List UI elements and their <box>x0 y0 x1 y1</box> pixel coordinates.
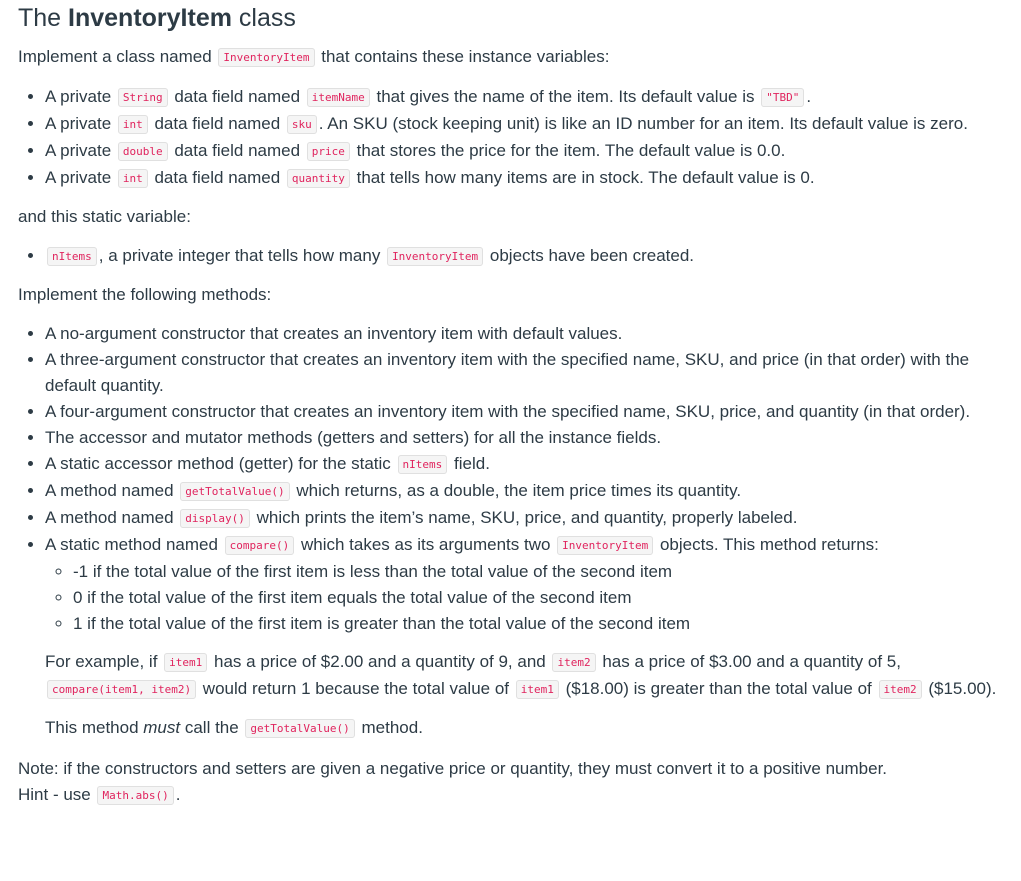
intro-paragraph: Implement a class named InventoryItem that contains these instance variables: <box>18 47 610 66</box>
code-snippet: sku <box>287 115 317 134</box>
class-name: InventoryItem <box>68 4 232 32</box>
instance-fields-list <box>18 84 1003 192</box>
note-paragraph: Note: if the constructors and setters are given a negative price or quantity, they must convert it to a positive number. Hint - use Math.abs() . <box>18 759 888 804</box>
list-item: • A static method named compare() which takes as its arguments two InventoryItem objects. This method returns: ◦ -1 if the total value of the first item is less than the total value of the second item ◦ 0 if the total value of the first item equals the total value of the second item ◦ 1 if the total value of the first item is greater than the total value of the second item <box>45 532 1003 637</box>
code-snippet: quantity <box>287 169 350 188</box>
list-item: • nItems , a private integer that tells how many InventoryItem objects have been created. <box>45 243 1003 270</box>
list-item: • A private String data field named itemName that gives the name of the item. Its default value is "TBD" . <box>45 84 1003 111</box>
code-snippet: double <box>118 142 168 161</box>
list-item: • A private double data field named price that stores the price for the item. The default value is 0.0. <box>45 138 1003 165</box>
code-snippet: nItems <box>47 247 97 266</box>
methods-list <box>18 321 1003 637</box>
code-snippet: display() <box>180 509 250 528</box>
example-paragraph: For example, if item1 has a price of $2.00 and a quantity of 9, and item2 has a price of $3.00 and a quantity of 5, compare(item1, item2) would return 1 because the total value of item1 ($18.00) is greater than the total value of item2 ($15.00). <box>45 652 997 698</box>
assignment-page <box>0 2 1021 809</box>
code-snippet: item1 <box>164 653 207 672</box>
code-snippet: "TBD" <box>761 88 804 107</box>
code-snippet: String <box>118 88 168 107</box>
code-snippet: compare() <box>225 536 295 555</box>
list-item: • A private int data field named quantity that tells how many items are in stock. The default value is 0. <box>45 165 1003 192</box>
code-snippet: Math.abs() <box>97 786 173 805</box>
code-snippet: InventoryItem <box>387 247 483 266</box>
list-item: ◦ 1 if the total value of the first item is greater than the total value of the second item <box>73 611 1003 637</box>
list-item: • A method named getTotalValue() which returns, as a double, the item price times its quantity. <box>45 478 1003 505</box>
code-snippet: item1 <box>516 680 559 699</box>
static-intro: and this static variable: <box>18 207 191 226</box>
list-item: • A method named display() which prints the item’s name, SKU, price, and quantity, properly labeled. <box>45 505 1003 532</box>
static-variable-list <box>18 243 1003 270</box>
list-item: ◦ -1 if the total value of the first item is less than the total value of the second item <box>73 559 1003 585</box>
page-title: The InventoryItem class <box>18 4 296 32</box>
code-snippet: itemName <box>307 88 370 107</box>
code-snippet: InventoryItem <box>218 48 314 67</box>
code-snippet: InventoryItem <box>557 536 653 555</box>
code-snippet: getTotalValue() <box>180 482 289 501</box>
code-snippet: price <box>307 142 350 161</box>
list-item: • A no-argument constructor that creates an inventory item with default values. <box>45 321 1003 347</box>
code-snippet: nItems <box>398 455 448 474</box>
list-item: • The accessor and mutator methods (getters and setters) for all the instance fields. <box>45 425 1003 451</box>
note-line: Note: if the constructors and setters are given a negative price or quantity, they must convert it to a positive number. <box>18 759 888 778</box>
list-item: • A four-argument constructor that creates an inventory item with the specified name, SKU, price, and quantity (in that order). <box>45 399 1003 425</box>
must-call-paragraph: This method must call the getTotalValue() method. <box>45 718 423 737</box>
code-snippet: item2 <box>879 680 922 699</box>
methods-intro: Implement the following methods: <box>18 285 272 304</box>
code-snippet: int <box>118 115 148 134</box>
list-item: • A static accessor method (getter) for the static nItems field. <box>45 451 1003 478</box>
code-snippet: int <box>118 169 148 188</box>
list-item: • A three-argument constructor that creates an inventory item with the specified name, SKU, and price (in that order) with the default quantity. <box>45 347 1003 399</box>
code-snippet: item2 <box>552 653 595 672</box>
compare-returns-list <box>45 559 1003 637</box>
list-item: • A private int data field named sku . An SKU (stock keeping unit) is like an ID number for an item. Its default value is zero. <box>45 111 1003 138</box>
code-snippet: compare(item1, item2) <box>47 680 196 699</box>
code-snippet: getTotalValue() <box>245 719 354 738</box>
list-item: ◦ 0 if the total value of the first item equals the total value of the second item <box>73 585 1003 611</box>
